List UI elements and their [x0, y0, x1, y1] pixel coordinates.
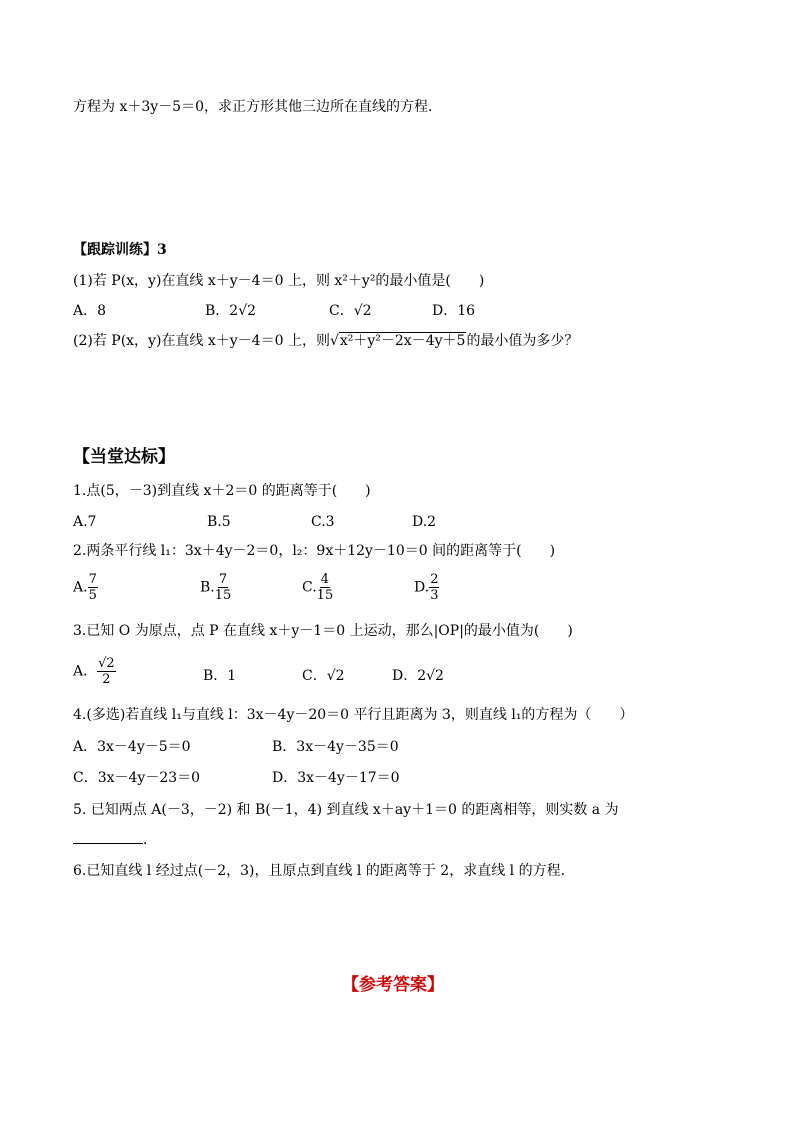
- tracking-q2-suffix: 的最小值为多少？: [466, 333, 579, 349]
- tracking-q1-option-b: B．2√2: [205, 303, 257, 319]
- practice-q1-option-a: A.7: [73, 514, 97, 530]
- fraction: [429, 572, 439, 603]
- practice-q2-option-d: [414, 572, 439, 603]
- denominator: 15: [214, 588, 232, 603]
- denominator: 5: [88, 588, 97, 603]
- practice-question-4: 4.(多选)若直线 l₁与直线 l：3x－4y－20＝0 平行且距离为 3，则直线 l₁的方程为（ ）: [73, 707, 634, 723]
- tracking-heading: 【跟踪训练】3: [73, 242, 167, 258]
- practice-question-1: 1.点(5，－3)到直线 x＋2＝0 的距离等于( ): [73, 483, 371, 499]
- denominator: 15: [316, 588, 334, 603]
- practice-q4-option-d: D．3x－4y－17＝0: [272, 770, 400, 786]
- tracking-q2-radicand: x²＋y²－2x－4y＋5: [339, 333, 466, 349]
- practice-q3-option-c: C．√2: [302, 668, 345, 684]
- numerator: √2: [98, 656, 115, 671]
- denominator: 2: [102, 672, 111, 687]
- practice-q2-option-c: [302, 572, 333, 603]
- fraction: [215, 572, 232, 603]
- fraction: [317, 572, 334, 603]
- fraction: [97, 656, 116, 687]
- tracking-question-1: (1)若 P(x，y)在直线 x＋y－4＝0 上，则 x²＋y²的最小值是( ): [73, 273, 485, 289]
- practice-question-3: 3.已知 O 为原点，点 P 在直线 x＋y－1＝0 上运动，那么|OP|的最小值为( ): [73, 623, 573, 639]
- practice-q4-option-a: A．3x－4y－5＝0: [73, 739, 191, 755]
- practice-heading: 【当堂达标】: [73, 447, 175, 467]
- option-label: A.: [73, 579, 88, 596]
- option-label: D.: [414, 579, 430, 596]
- practice-q4-option-c: C．3x－4y－23＝0: [73, 770, 201, 786]
- option-label: B.: [200, 579, 215, 596]
- practice-q2-option-b: [200, 572, 231, 603]
- answer-blank[interactable]: [73, 829, 143, 844]
- option-label: C.: [302, 579, 317, 596]
- practice-q1-option-d: D.2: [412, 514, 437, 530]
- practice-q1-option-c: C.3: [311, 514, 335, 530]
- tracking-q1-option-a: A．8: [73, 303, 107, 319]
- practice-question-6: 6.已知直线 l 经过点(－2，3)，且原点到直线 l 的距离等于 2，求直线 l 的方程．: [73, 863, 575, 879]
- practice-question-5: 5. 已知两点 A(－3，－2) 和 B(－1，4) 到直线 x＋ay＋1＝0 的距离相等，则实数 a 为: [73, 802, 619, 818]
- practice-question-2: 2.两条平行线 l₁：3x＋4y－2＝0，l₂：9x＋12y－10＝0 间的距离等于( ): [73, 543, 556, 559]
- practice-q4-option-b: B．3x－4y－35＝0: [272, 739, 399, 755]
- tracking-q1-option-c: C．√2: [329, 303, 372, 319]
- numerator: 7: [88, 572, 97, 587]
- numerator: 2: [430, 572, 439, 587]
- practice-q3-option-b: B．1: [203, 668, 237, 684]
- tracking-question-2: [73, 331, 578, 351]
- practice-q3-option-a: [73, 656, 116, 687]
- practice-q1-option-b: B.5: [207, 514, 231, 530]
- period: ．: [143, 832, 157, 848]
- practice-q2-option-a: [73, 572, 98, 603]
- numerator: 7: [218, 572, 228, 587]
- denominator: 3: [430, 588, 439, 603]
- practice-q5-answer-line: [73, 829, 157, 850]
- fraction: [88, 572, 98, 603]
- tracking-q1-option-d: D．16: [432, 303, 476, 319]
- tracking-q2-prefix: (2)若 P(x，y)在直线 x＋y－4＝0 上，则: [73, 333, 330, 349]
- answers-heading: 【参考答案】: [342, 975, 444, 995]
- numerator: 4: [320, 572, 330, 587]
- sqrt-symbol: √: [329, 333, 339, 349]
- practice-q3-option-d: D．2√2: [392, 668, 444, 684]
- option-label: A．: [73, 663, 98, 680]
- intro-text: 方程为 x＋3y－5＝0，求正方形其他三边所在直线的方程．: [73, 99, 442, 115]
